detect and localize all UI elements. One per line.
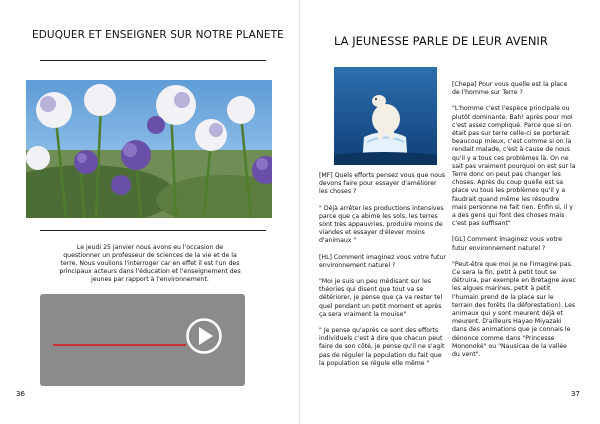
- flowers-photo: [26, 80, 272, 218]
- question: [HL] Comment imaginez vous votre futur environnement naturel ?: [319, 253, 446, 269]
- page-title: EDUQUER ET ENSEIGNER SUR NOTRE PLANETE: [32, 29, 284, 41]
- page-number-left: 36: [16, 390, 25, 398]
- video-progress-bar[interactable]: [53, 344, 186, 346]
- play-icon[interactable]: [185, 317, 223, 355]
- answer: " Je pense qu'après ce sont des efforts individuels c'est à dire que chacun peut faire de son côté, je pense qu'il ne s'agit pas de réguler la population du fait que la population se régule elle même ": [319, 327, 445, 367]
- title-divider: [40, 60, 266, 61]
- section-divider: [40, 230, 266, 231]
- interview-column-2: [452, 81, 576, 359]
- polar-bear-photo: [334, 67, 437, 165]
- interview-column-1: [319, 172, 447, 368]
- question: [Chepa] Pour vous quelle est la place de l'homme sur Terre ?: [452, 81, 568, 97]
- answer: "L'homme c'est l'espèce principale ou plutôt dominante. Bah! après pour moi c'est assez compliqué. Parce que si on était pas sur terre celle-ci se porterait beaucoup mieux, c'est comme si on la rendait malade, c'est à cause de nous qu'il y a tous ces problèmes là. On ne sait pas vraiment pourquoi on est sur la Terre donc on peut pas changer les choses. Après du coup quelle est sa place vu tous les problèmes qu'il y a faudrait quand même les résoudre mais personne ne fait rien. Enfin si, il y a des gens qui font des choses mais c'est pas suffisant": [452, 105, 576, 228]
- intro-paragraph: Le jeudi 25 janvier nous avons eu l'occasion de questionner un professeur de sciences de la vie et de la terre. Nous voulions l'interroger car en effet il est l'un des principaux acteurs dans l'éducation et l'enseignement des jeunes par rapport à l'environnement.: [59, 244, 241, 284]
- question: [GL] Comment imaginez vous votre futur environnement naturel ?: [452, 236, 563, 252]
- video-player[interactable]: [40, 294, 245, 386]
- question: [MF] Quels efforts pensez vous que nous devons faire pour essayer d'améliorer les choses ?: [319, 172, 446, 196]
- article-title: LA JEUNESSE PARLE DE LEUR AVENIR: [334, 34, 548, 48]
- book-spine: [299, 0, 301, 424]
- answer: "Moi je suis un peu médisant sur les théories qui disent que tout va se détériorer, je pense que ça va rester tel quel pendant un petit moment et après ça sera vraiment la mouise": [319, 278, 443, 318]
- answer: " Déjà arrêter les productions intensives parce que ça abime les sols, les terres sont très appauvries, produire moins de viandes et essayer d'élever moins d'animaux ": [319, 204, 444, 245]
- page-number-right: 37: [571, 390, 580, 398]
- answer: "Peut-être que moi je ne l'imagine pas. Ce sera la fin, petit à petit tout se détruira, par exemple en Bretagne avec les algues marines, petit à petit l'humain prend de la place sur le terrain des forêts (la déforestation). Les animaux qui y sont meurent déjà et meurent. D'ailleurs Hayao Miyazaki dans des animations que je connais le dénonce comme dans "Princesse Mononoké" ou "Nausicaa de la vallée du vent".: [452, 260, 576, 359]
